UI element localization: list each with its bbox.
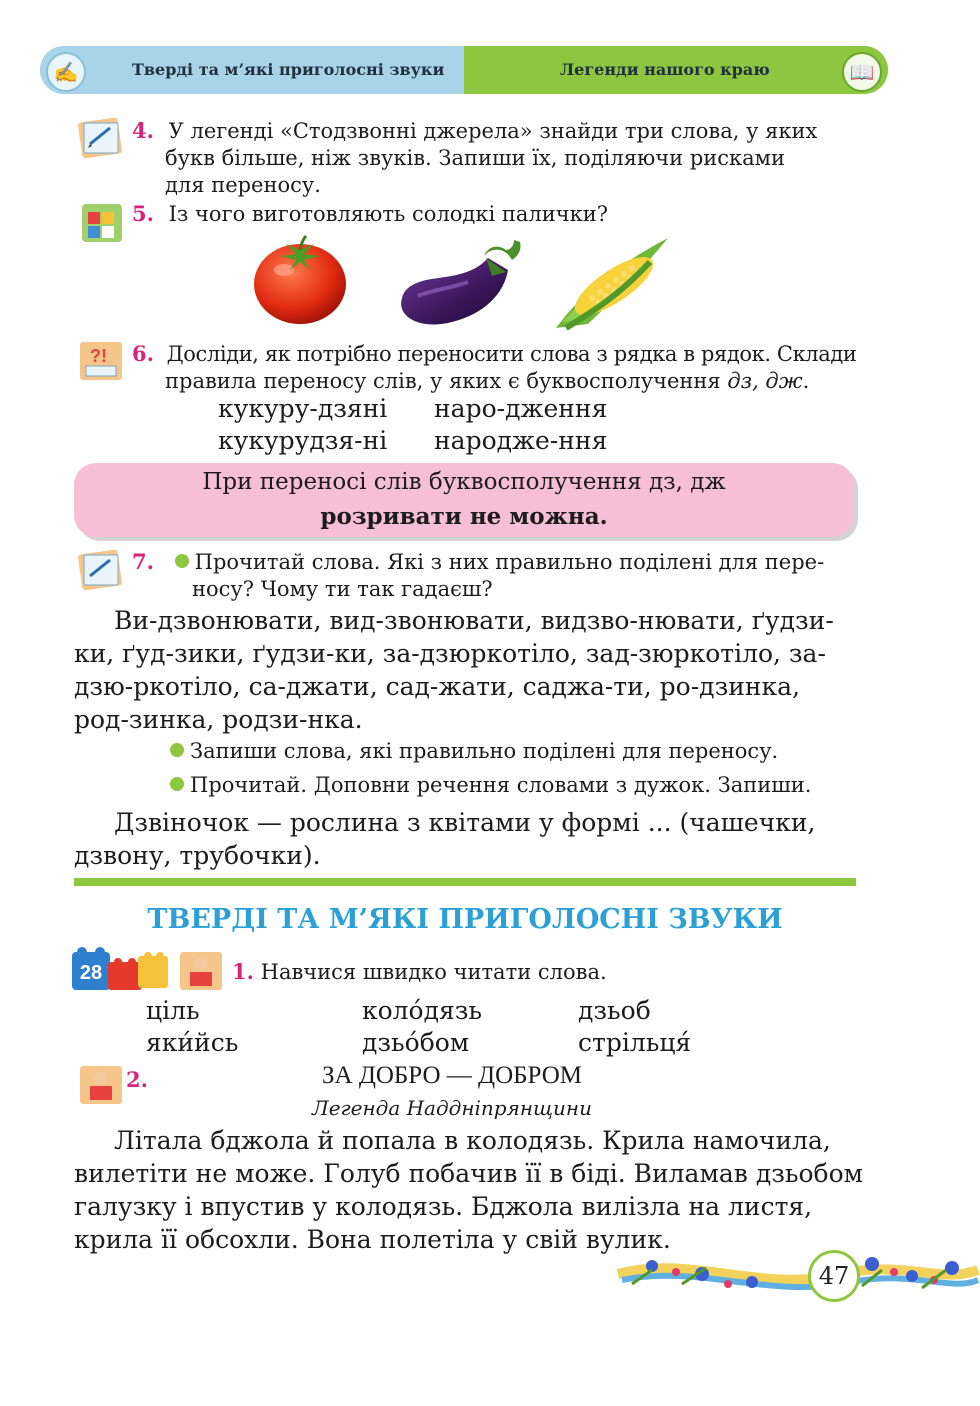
words-line-1: Ви-дзвонювати, вид-звонювати, видзво-нювати, ґудзи- bbox=[114, 606, 834, 635]
blocks-task-icon bbox=[76, 200, 126, 246]
task-4 bbox=[132, 117, 856, 199]
floral-ribbon-decoration bbox=[612, 1244, 980, 1304]
task-6-line-2-suffix: . bbox=[802, 369, 810, 393]
writing-task-icon bbox=[76, 114, 126, 160]
example-1-right: наро-дження bbox=[434, 394, 608, 423]
section-task-2-number: 2. bbox=[126, 1067, 148, 1092]
story-subtitle: Легенда Наддніпрянщини bbox=[312, 1096, 592, 1120]
task-4-line-1: У легенді «Стодзвонні джерела» знайди три слова, у яких bbox=[168, 119, 818, 143]
task-7-question bbox=[132, 548, 862, 603]
section-task-1-number: 1. bbox=[232, 959, 254, 984]
rule-box bbox=[74, 463, 854, 537]
words-line-2: ки, ґуд-зики, ґудзи-ки, за-дзюркотіло, зад-зюркотіло, за- bbox=[74, 639, 826, 668]
example-2-right: народже-ння bbox=[434, 426, 608, 455]
rule-line-1: При переносі слів буквосполучення дз, дж bbox=[202, 469, 726, 495]
eggplant-image bbox=[392, 236, 526, 330]
task-4-line-2: букв більше, ніж звуків. Запиши їх, поділяючи рисками bbox=[165, 146, 786, 170]
story-line-4: крила її обсохли. Вона полетіла у свій вулик. bbox=[74, 1225, 671, 1254]
task-4-line-3: для переносу. bbox=[165, 173, 321, 197]
task-6-line-2-italic: дз, дж bbox=[727, 369, 803, 393]
header-left-title: Тверді та м’які приголосні звуки bbox=[132, 60, 445, 79]
task-4-number: 4. bbox=[132, 118, 154, 143]
lesson-number: 28 bbox=[79, 962, 103, 984]
task-5-number: 5. bbox=[132, 201, 154, 226]
writing-task-icon-2 bbox=[76, 546, 126, 592]
book-icon: 📖 bbox=[842, 52, 882, 92]
read-word-6: стрільця́ bbox=[578, 1028, 692, 1057]
task-7-q-line-1: Прочитай слова. Які з них правильно поділені для пере- bbox=[194, 550, 825, 574]
page-header bbox=[40, 46, 888, 94]
task-5-text: Із чого виготовляють солодкі палички? bbox=[168, 202, 608, 226]
read-word-1: ціль bbox=[146, 996, 200, 1025]
task-6-line-2-prefix: правила переносу слів, у яких є буквосполучення bbox=[165, 369, 728, 393]
task-6-number: 6. bbox=[132, 341, 154, 366]
story-text bbox=[74, 1124, 864, 1256]
section-task-1 bbox=[232, 958, 607, 986]
page-number: 47 bbox=[808, 1250, 860, 1302]
section-task-1-text: Навчися швидко читати слова. bbox=[260, 960, 607, 984]
green-bullet-icon bbox=[175, 554, 189, 568]
task-7-bullet-1 bbox=[170, 738, 778, 765]
task-7-bullet-2-text: Прочитай. Доповни речення словами з дужок. Запиши. bbox=[190, 773, 812, 797]
pen-icon: ✍ bbox=[46, 52, 86, 92]
tomato-image bbox=[250, 232, 350, 326]
green-bullet-icon bbox=[170, 777, 184, 791]
svg-text:?!: ?! bbox=[90, 346, 107, 366]
story-line-2: вилетіти не може. Голуб побачив її в біді. Виламав дзьобом bbox=[74, 1159, 864, 1188]
task-7-sentence bbox=[74, 806, 864, 872]
research-task-icon bbox=[76, 338, 126, 384]
task-7-number: 7. bbox=[132, 549, 154, 574]
read-word-5: дзьо́бом bbox=[362, 1028, 470, 1057]
task-5 bbox=[132, 200, 856, 228]
read-word-2: коло́дязь bbox=[362, 996, 483, 1025]
sentence-line-2: дзвону, трубочки). bbox=[74, 841, 321, 870]
corn-image bbox=[552, 232, 674, 332]
reading-task-icon bbox=[176, 948, 226, 994]
words-line-3: дзю-ркотіло, са-джати, сад-жати, саджа-ти, ро-дзинка, bbox=[74, 672, 801, 701]
task-6 bbox=[132, 340, 862, 395]
green-bullet-icon bbox=[170, 743, 184, 757]
sentence-line-1: Дзвіночок — рослина з квітами у формі ... (чашечки, bbox=[114, 808, 816, 837]
story-title: ЗА ДОБРО — ДОБРОМ bbox=[321, 1062, 582, 1089]
words-line-4: род-зинка, родзи-нка. bbox=[74, 705, 363, 734]
task-7-bullet-2 bbox=[170, 772, 811, 799]
example-2-left: кукурудзя-ні bbox=[218, 426, 388, 455]
example-1-left: кукуру-дзяні bbox=[218, 394, 388, 423]
read-word-4: яки́йсь bbox=[146, 1028, 239, 1057]
task-7-words bbox=[74, 604, 864, 736]
read-word-3: дзьоб bbox=[578, 996, 651, 1025]
section-title: ТВЕРДІ ТА М’ЯКІ ПРИГОЛОСНІ ЗВУКИ bbox=[147, 904, 783, 935]
task-6-line-2 bbox=[165, 369, 809, 393]
story-line-1: Літала бджола й попала в колодязь. Крила намочила, bbox=[114, 1126, 831, 1155]
section-divider bbox=[74, 878, 856, 886]
task-7-bullet-1-text: Запиши слова, які правильно поділені для переносу. bbox=[190, 739, 779, 763]
task-6-line-1: Досліди, як потрібно переносити слова з рядка в рядок. Склади bbox=[166, 342, 857, 366]
rule-line-2: розривати не можна. bbox=[320, 503, 608, 530]
story-line-3: галузку і впустив у колодязь. Бджола вилізла на листя, bbox=[74, 1192, 813, 1221]
header-right-title: Легенди нашого краю bbox=[560, 60, 770, 79]
task-7-q-line-2: носу? Чому ти так гадаєш? bbox=[192, 577, 493, 601]
